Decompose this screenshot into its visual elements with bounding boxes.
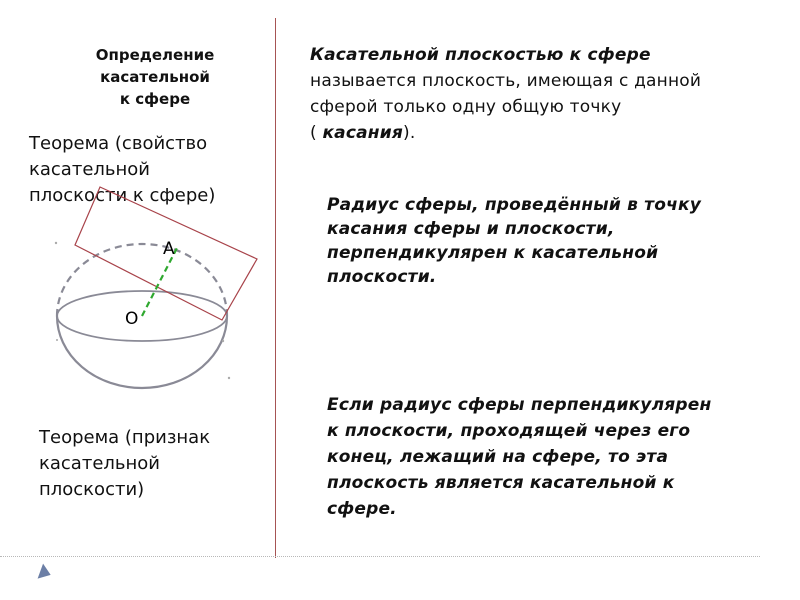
definition-heading-line: Определение	[95, 46, 215, 64]
theorem-sign-line: касательной	[39, 453, 160, 474]
theorem-sign-line: Теорема (признак	[39, 427, 211, 448]
sign-line: плоскость является касательной к	[327, 473, 675, 493]
theorem-property-line: Теорема (свойство	[29, 133, 208, 154]
label-point-o: О	[125, 309, 139, 329]
definition-line: называется плоскость, имеющая с данной	[310, 71, 702, 91]
definition-line: сферой только одну общую точку	[310, 97, 622, 117]
point-dot	[56, 339, 58, 341]
paren-open: (	[310, 123, 323, 143]
property-line: касания сферы и плоскости,	[327, 219, 615, 239]
sphere-upper-arc	[57, 244, 227, 316]
sign-line: конец, лежащий на сфере, то эта	[327, 447, 669, 467]
point-dot	[228, 377, 230, 379]
sign-line: к плоскости, проходящей через его	[327, 421, 691, 441]
property-line: плоскости.	[327, 267, 437, 287]
sign-line: сфере.	[327, 499, 397, 519]
label-point-a: А	[163, 239, 175, 259]
definition-heading-line: касательной	[100, 68, 210, 86]
sphere-lower-arc	[57, 316, 227, 388]
point-dot	[55, 242, 57, 244]
theorem-property-line: касательной	[29, 159, 150, 180]
theorem-sign-line: плоскости)	[39, 479, 145, 500]
tangency-term: касания	[322, 123, 403, 143]
sign-line: Если радиус сферы перпендикулярен	[327, 395, 712, 415]
paren-close: ).	[402, 123, 416, 143]
definition-term: Касательной плоскостью к сфере	[310, 45, 651, 65]
point-dot	[222, 340, 224, 342]
definition-heading-line: к сфере	[119, 90, 191, 108]
theorem-property-line: плоскости к сфере)	[29, 185, 216, 206]
property-line: перпендикулярен к касательной	[327, 243, 659, 263]
property-line: Радиус сферы, проведённый в точку	[327, 195, 701, 215]
